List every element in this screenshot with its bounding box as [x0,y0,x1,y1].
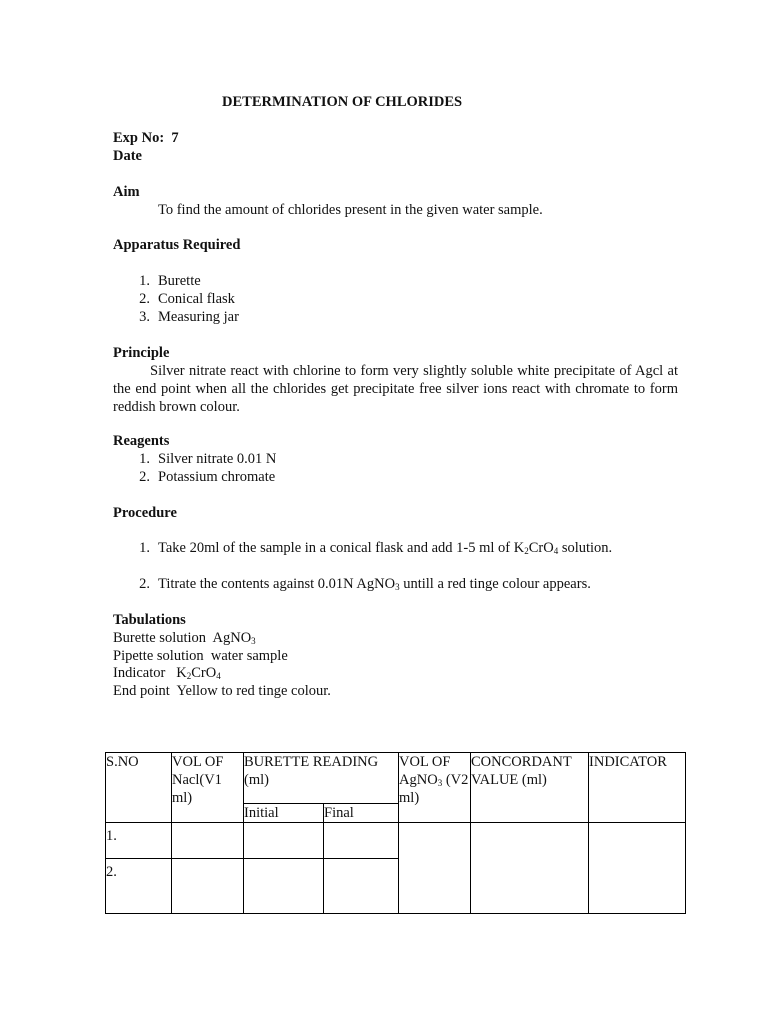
row-sno: 2. [106,859,172,914]
apparatus-item: 3. Measuring jar [139,309,239,325]
procedure-step-2: 2. Titrate the contents against 0.01N AgNO$_3$ untill a red tinge colour appears. [139,576,591,592]
apparatus-item: 2. Conical flask [139,291,235,307]
table-row [106,823,686,859]
cell [589,823,686,914]
indicator-line: Indicator $K_2CrO_4$ [113,665,221,681]
reagents-heading: Reagents [113,433,170,449]
end-point-line: End point Yellow to red tinge colour. [113,683,331,699]
header-sno: S.NO [106,753,172,823]
header-initial: Initial [244,804,324,823]
header-vol-agno3: VOL OF AgNO$_3$ (V2 ml) [399,753,471,823]
exp-no [113,130,179,147]
procedure-heading: Procedure [113,505,177,521]
aim-text: To find the amount of chlorides present in the given water sample. [158,202,543,218]
tabulations-heading: Tabulations [113,612,186,628]
procedure-step-1: 1. Take 20ml of the sample in a conical flask and add 1-5 ml of $K_2CrO_4$ solution. [139,540,613,556]
header-concordant: CONCORDANT VALUE (ml) [471,753,589,823]
cell [324,859,399,914]
row-sno: 1. [106,823,172,859]
cell [399,823,471,914]
exp-no-value: 7 [171,130,179,146]
cell [172,859,244,914]
aim-heading: Aim [113,184,140,200]
cell [324,823,399,859]
cell [471,823,589,914]
apparatus-heading: Apparatus Required [113,237,241,253]
cell [172,823,244,859]
page-title: DETERMINATION OF CHLORIDES [222,94,463,110]
burette-solution: Burette solution AgNO$_3$ [113,630,256,646]
principle-text: Silver nitrate react with chlorine to form very slightly soluble white precipitate of Agcl at the end point when all the chlorides get precipitate free silver ions react with chromate to form reddish brown colour. [113,363,678,415]
date-label: Date [113,148,142,164]
header-burette-reading: BURETTE READING (ml) [244,753,399,804]
reagent-item: 2. Potassium chromate [139,469,276,485]
apparatus-item: 1. Burette [139,273,201,289]
cell [244,859,324,914]
readings-table [105,752,686,914]
cell [244,823,324,859]
exp-no-label: Exp No: [113,130,165,146]
header-vol-nacl: VOL OF Nacl(V1 ml) [172,753,244,823]
header-indicator: INDICATOR [589,753,686,823]
header-final: Final [324,804,399,823]
table-header-row [106,753,686,804]
principle-heading: Principle [113,345,170,361]
reagent-item: 1. Silver nitrate 0.01 N [139,451,277,467]
pipette-solution: Pipette solution water sample [113,648,288,664]
